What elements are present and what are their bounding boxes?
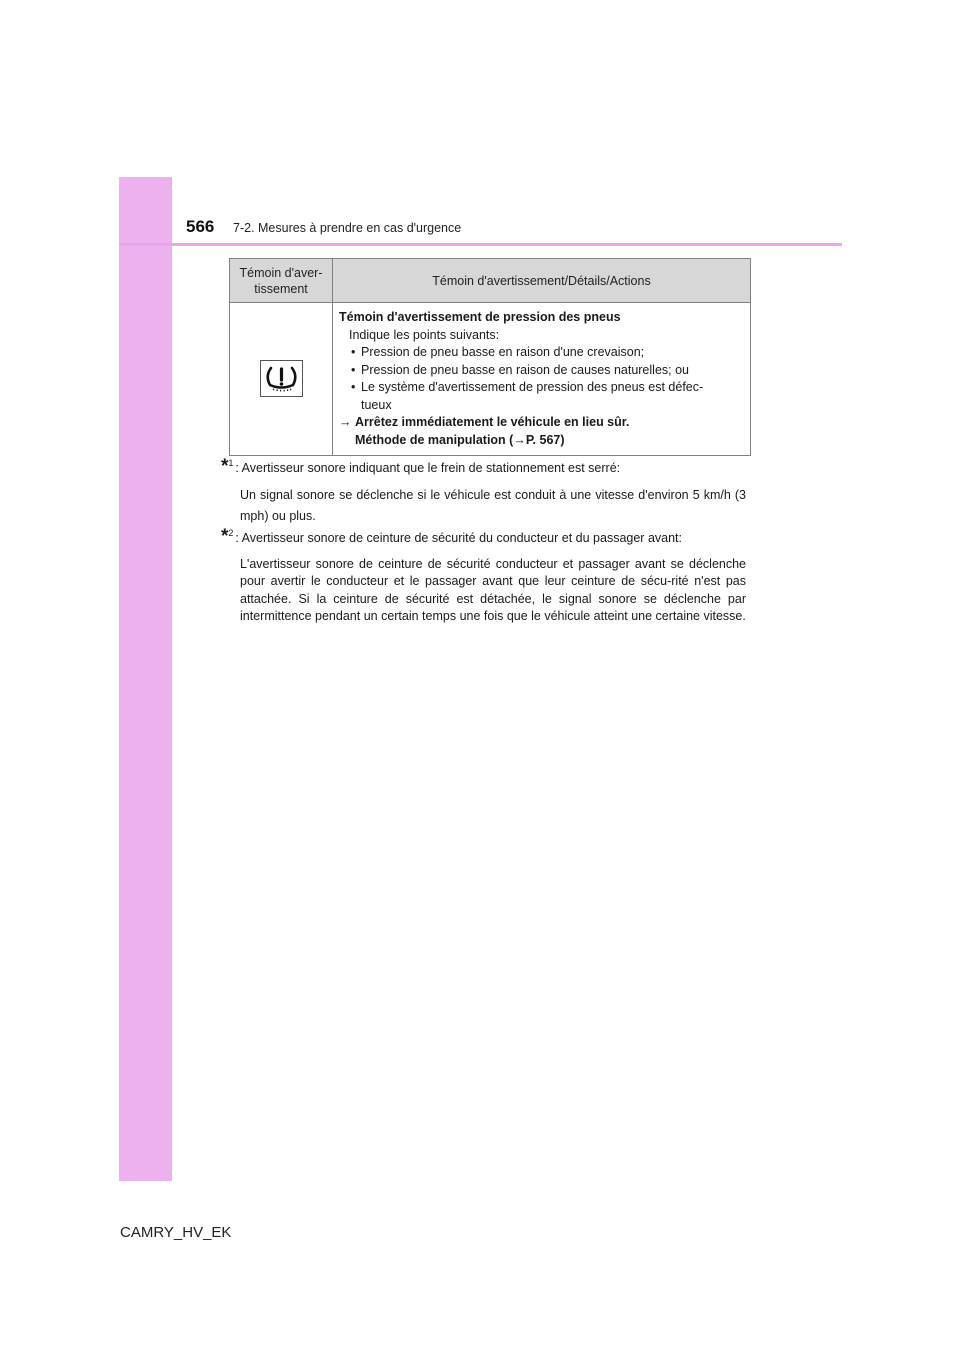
arrow-icon: →: [339, 415, 352, 429]
left-margin-band: [119, 177, 172, 1181]
header-rule: [119, 243, 842, 246]
footnote-star: *: [221, 456, 229, 477]
icon-cell: [230, 303, 333, 456]
table-header-row: [230, 259, 751, 303]
footnote-body: L'avertisseur sonore de ceinture de sécurité conducteur et passager avant se déclenche pour avertir le conducteur et le passager avant que leur ceinture de sécu-rité n'est pas attachée. Si la ceinture de sécurité est détachée, le signal sonore se déclenche par intermittence pendant un certain temps une fois que le véhicule atteint une certaine vitesse.: [240, 557, 746, 623]
col-header-details: Témoin d'avertissement/Détails/Actions: [333, 259, 751, 303]
section-title: 7-2. Mesures à prendre en cas d'urgence: [233, 221, 462, 235]
footnote-body: Un signal sonore se déclenche si le véhicule est conduit à une vitesse d'environ 5 km/h (3 mph) ou plus.: [240, 488, 746, 523]
handling-reference: Méthode de manipulation (→P. 567): [355, 432, 565, 447]
warning-light-table: [229, 258, 751, 456]
footnote-heading: : Avertisseur sonore de ceinture de sécurité du conducteur et du passager avant:: [235, 531, 682, 545]
table-row: [230, 303, 751, 456]
bullet-continuation: tueux: [361, 397, 392, 412]
bullet-item: • Pression de pneu basse en raison de causes naturelles; ou: [339, 362, 744, 380]
footnote-star: *: [221, 526, 229, 547]
bullet-item: • Pression de pneu basse en raison d'une crevaison;: [339, 344, 744, 362]
action-instruction: → Arrêtez immédiatement le véhicule en lieu sûr.: [339, 414, 744, 432]
model-code: CAMRY_HV_EK: [120, 1224, 232, 1241]
warning-title: Témoin d'avertissement de pression des pneus: [339, 310, 621, 324]
footnote-heading: : Avertisseur sonore indiquant que le frein de stationnement est serré:: [235, 461, 621, 475]
footnote-number: 1: [228, 458, 234, 468]
footnote-1: [221, 456, 746, 527]
page-number: 566: [186, 217, 215, 236]
tire-pressure-warning-icon: [260, 360, 303, 397]
footnote-2: [221, 526, 746, 625]
bullet-item: • Le système d'avertissement de pression des pneus est défec-: [339, 379, 744, 397]
footnote-number: 2: [228, 528, 234, 538]
warning-intro: Indique les points suivants:: [349, 327, 500, 342]
details-cell: [333, 303, 751, 456]
col-header-warning-light: Témoin d'aver-tissement: [230, 259, 333, 303]
